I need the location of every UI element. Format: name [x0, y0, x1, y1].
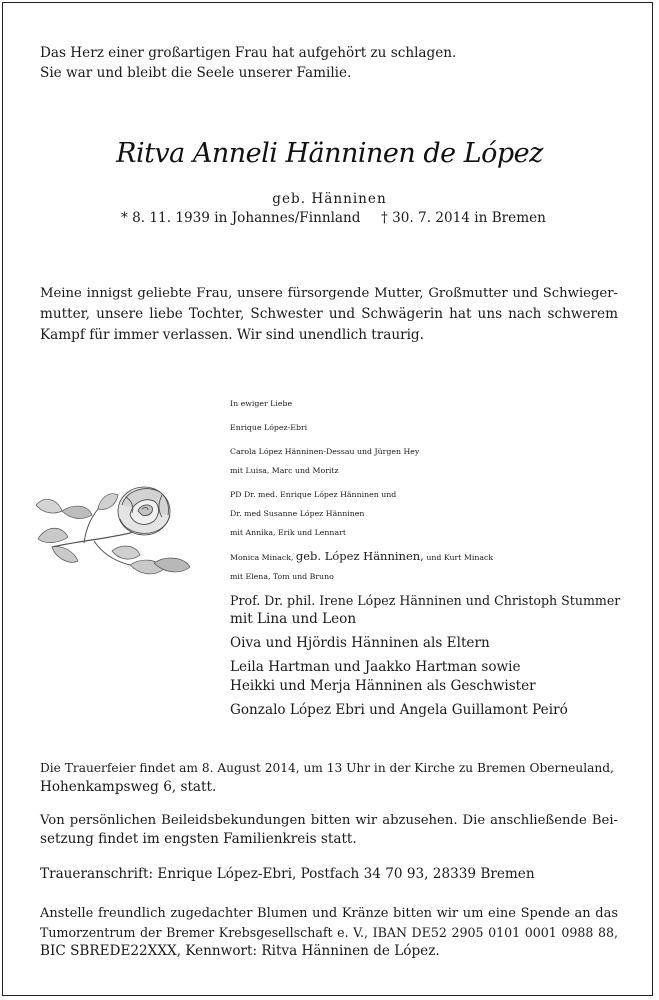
signatory-monica-children: mit Elena, Tom und Bruno — [230, 572, 334, 581]
funeral-line-2: Hohenkampsweg 6, statt. — [40, 779, 217, 795]
monica-spouse: und Kurt Minack — [426, 553, 494, 562]
donation-line-1: Anstelle freundlich zugedachter Blumen und Kränze bitten wir um eine Spende an das — [40, 906, 618, 921]
signatory-husband: Enrique López-Ebri — [230, 423, 308, 432]
intro-line-2: Sie war und bleibt die Seele unserer Familie. — [40, 65, 352, 81]
signatory-carola-children: mit Luisa, Marc und Moritz — [230, 466, 339, 475]
mourning-line-1: Meine innigst geliebte Frau, unsere fürsorgende Mutter, Großmutter und Schwieger- — [40, 286, 618, 301]
condolences-line-2: setzung findet im engsten Familienkreis statt. — [40, 831, 357, 847]
signatories-list — [230, 394, 620, 725]
signatory-irene: Prof. Dr. phil. Irene López Hänninen und Christoph Stummer — [230, 593, 621, 608]
signatory-inlaws: Gonzalo López Ebri und Angela Guillamont Peiró — [230, 702, 568, 718]
funeral-info — [40, 759, 618, 797]
signatory-irene-children: mit Lina und Leon — [230, 611, 357, 627]
deceased-name: Ritva Anneli Hänninen de López — [116, 138, 543, 169]
donation-line-3: BIC SBREDE22XXX, Kennwort: Ritva Hänninen de López. — [40, 943, 440, 959]
maiden-name: geb. Hänninen — [272, 191, 387, 207]
address-info — [40, 865, 618, 884]
intro-line-1: Das Herz einer großartigen Frau hat aufgehört zu schlagen. — [40, 45, 457, 61]
donation-line-2: Tumorzentrum der Bremer Krebsgesellschaft e. V., IBAN DE52 2905 0101 0001 0988 88, — [40, 925, 618, 940]
signatory-parents: Oiva und Hjördis Hänninen als Eltern — [230, 635, 490, 651]
mourning-text — [40, 283, 618, 346]
signatory-susanne: Dr. med Susanne López Hänninen — [230, 509, 365, 518]
signatory-siblings-2: Heikki und Merja Hänninen als Geschwister — [230, 678, 536, 694]
signatory-opening: In ewiger Liebe — [230, 399, 293, 408]
intro-text — [40, 43, 456, 83]
signatory-monica — [230, 547, 620, 567]
funeral-line-1: Die Trauerfeier findet am 8. August 2014, um 13 Uhr in der Kirche zu Bremen Oberneuland, — [40, 761, 614, 775]
donation-info — [40, 904, 618, 961]
signatory-enrique-children: mit Annika, Erik und Lennart — [230, 528, 346, 537]
condolences-info — [40, 811, 618, 849]
signatory-enrique: PD Dr. med. Enrique López Hänninen und — [230, 490, 397, 499]
address-line: Traueranschrift: Enrique López-Ebri, Postfach 34 70 93, 28339 Bremen — [40, 866, 535, 882]
signatory-siblings-1: Leila Hartman und Jaakko Hartman sowie — [230, 659, 521, 675]
death-info: † 30. 7. 2014 in Bremen — [381, 210, 546, 226]
signatory-carola: Carola López Hänninen-Dessau und Jürgen Hey — [230, 447, 420, 456]
mourning-line-3: Kampf für immer verlassen. Wir sind unendlich traurig. — [40, 327, 424, 343]
mourning-line-2: mutter, unsere liebe Tochter, Schwester und Schwägerin hat uns nach schwerem — [40, 306, 618, 322]
rose-illustration — [34, 485, 192, 581]
monica-maiden: geb. López Hänninen, — [295, 549, 424, 563]
birth-info: * 8. 11. 1939 in Johannes/Finnland — [121, 210, 361, 226]
monica-name: Monica Minack, — [230, 553, 294, 562]
condolences-line-1: Von persönlichen Beileidsbekundungen bitten wir abzusehen. Die anschließende Bei- — [40, 813, 618, 828]
